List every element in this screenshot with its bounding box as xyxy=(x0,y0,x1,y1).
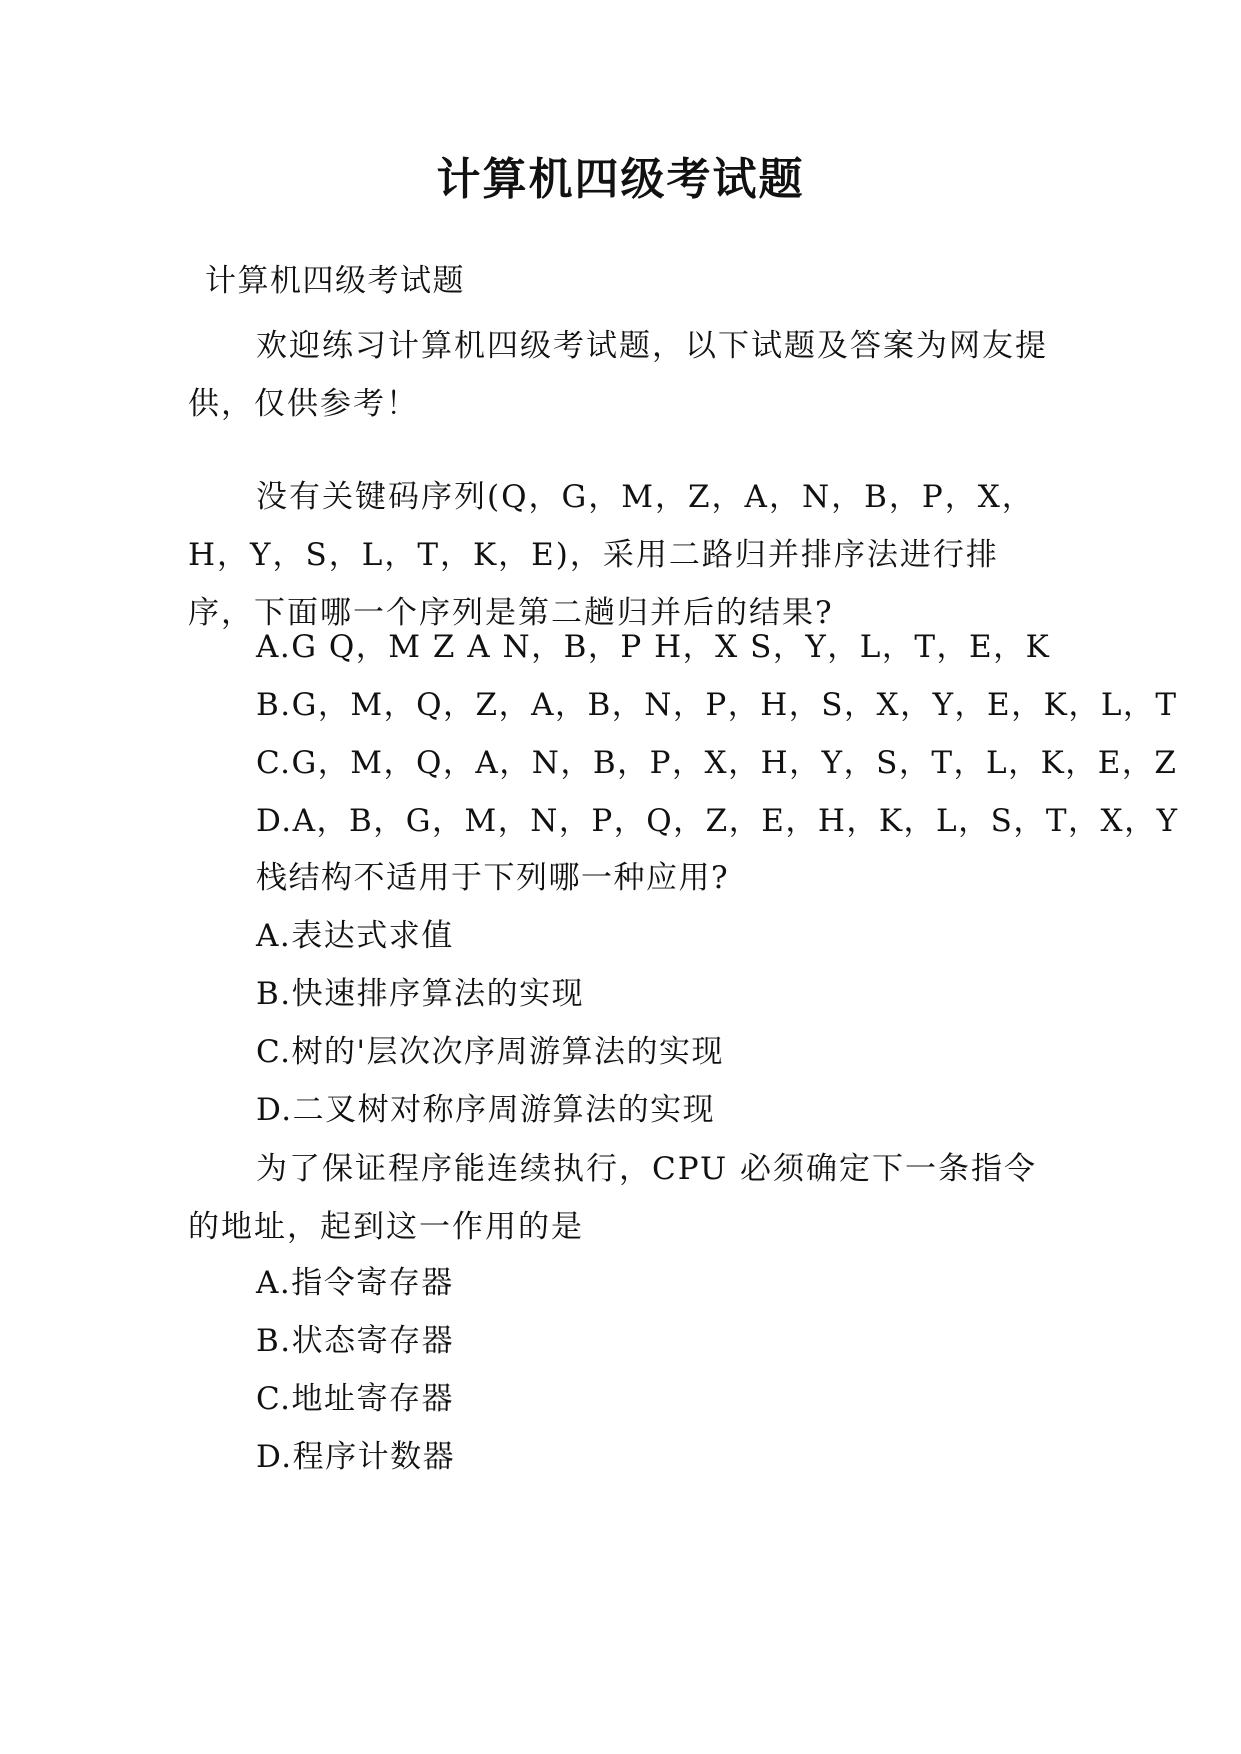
question-1-option-b: B.G，M，Q，Z，A，B，N，P，H，S，X，Y，E，K，L，T xyxy=(256,687,1178,723)
question-1-option-a: A.G Q，M Z A N，B，P H，X S，Y，L，T，E，K xyxy=(256,629,1051,665)
question-1-option-c: C.G，M，Q，A，N，B，P，X，H，Y，S，T，L，K，E，Z xyxy=(256,745,1178,781)
question-3-option-a: A.指令寄存器 xyxy=(256,1265,454,1301)
question-1-option-d: D.A，B，G，M，N，P，Q，Z，E，H，K，L，S，T，X，Y xyxy=(256,803,1179,839)
question-2-option-c: C.树的'层次次序周游算法的实现 xyxy=(256,1034,724,1070)
question-3-option-c: C.地址寄存器 xyxy=(256,1381,454,1417)
document-title: 计算机四级考试题 xyxy=(436,154,805,205)
question-2-option-b: B.快速排序算法的实现 xyxy=(256,976,585,1012)
question-1-stem: 没有关键码序列(Q，G，M，Z，A，N，B，P，X，H，Y，S，L，T，K，E)，采用二路归并排序法进行排序，下面哪一个序列是第二趟归并后的结果? xyxy=(188,479,1035,631)
question-2-stem: 栈结构不适用于下列哪一种应用? xyxy=(256,860,730,896)
question-3-stem: 为了保证程序能连续执行，CPU 必须确定下一条指令的地址，起到这一作用的是 xyxy=(188,1151,1038,1245)
question-3-option-d: D.程序计数器 xyxy=(256,1439,456,1475)
question-3-option-b: B.状态寄存器 xyxy=(256,1323,455,1359)
question-2-option-d: D.二叉树对称序周游算法的实现 xyxy=(256,1092,716,1128)
document-subtitle: 计算机四级考试题 xyxy=(205,263,465,299)
intro-paragraph: 欢迎练习计算机四级考试题，以下试题及答案为网友提供，仅供参考！ xyxy=(188,328,1048,422)
question-2-option-a: A.表达式求值 xyxy=(256,918,454,954)
